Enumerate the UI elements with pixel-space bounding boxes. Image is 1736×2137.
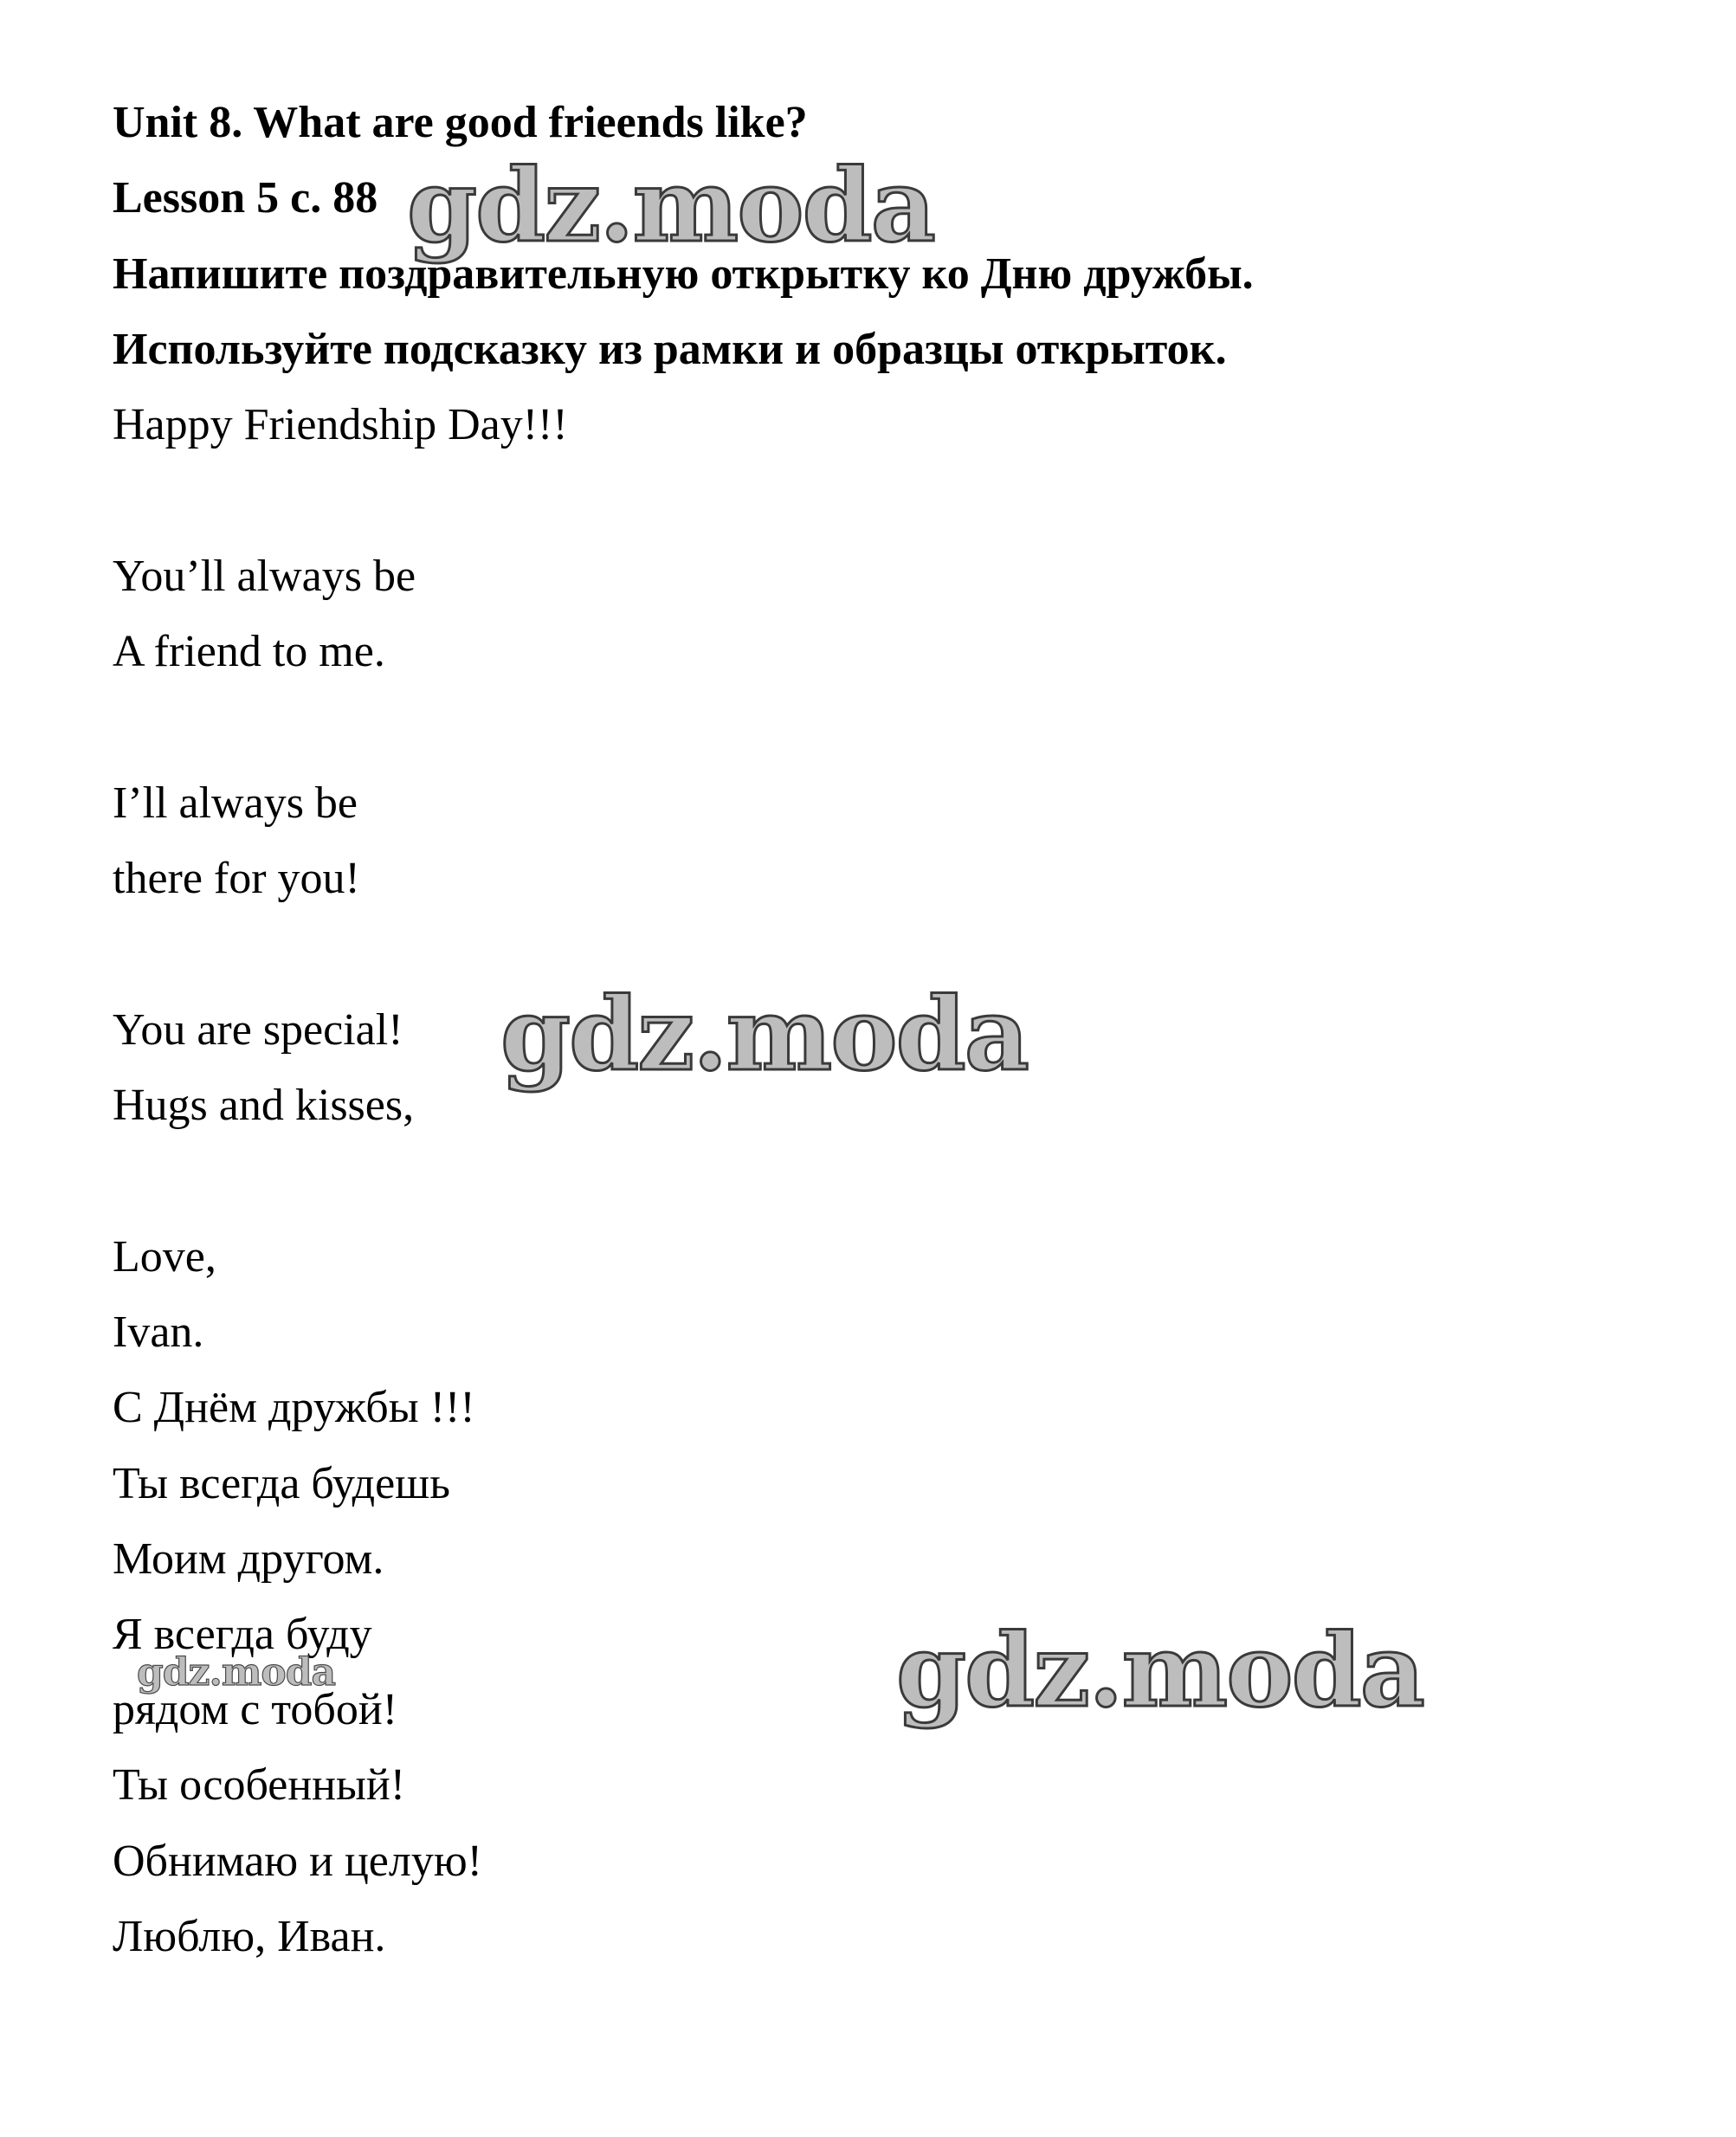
card-line-en: Love, — [113, 1232, 216, 1282]
card-line-ru: Моим другом. — [113, 1534, 384, 1584]
card-greeting-en: Happy Friendship Day!!! — [113, 400, 568, 449]
card-line-ru: Ты всегда будешь — [113, 1459, 450, 1508]
watermark-logo: gdz.moda — [896, 1612, 1423, 1730]
card-line-en: I’ll always be — [113, 778, 358, 828]
lesson-reference: Lesson 5 с. 88 — [113, 173, 378, 223]
task-instruction-line-2: Используйте подсказку из рамки и образцы открыток. — [113, 325, 1227, 374]
card-line-ru: Я всегда буду — [113, 1610, 372, 1659]
card-line-ru: Обнимаю и целую! — [113, 1837, 482, 1886]
task-instruction-line-1: Напишите поздравительную открытку ко Дню дружбы. — [113, 249, 1254, 299]
watermark-logo: gdz.moda — [407, 147, 934, 265]
unit-title: Unit 8. What are good frieends like? — [113, 98, 808, 147]
card-greeting-ru: С Днём дружбы !!! — [113, 1383, 475, 1432]
watermark-logo: gdz.moda — [137, 1650, 336, 1695]
card-line-en: You are special! — [113, 1005, 403, 1055]
card-line-en: You’ll always be — [113, 552, 416, 601]
card-line-ru: рядом с тобой! — [113, 1685, 398, 1734]
watermark-logo: gdz.moda — [500, 976, 1028, 1094]
card-line-en: Hugs and kisses, — [113, 1081, 415, 1130]
card-line-ru: Ты особенный! — [113, 1760, 406, 1810]
card-line-en: A friend to me. — [113, 627, 385, 676]
card-line-en: there for you! — [113, 854, 360, 903]
card-signature-ru: Люблю, Иван. — [113, 1912, 386, 1961]
card-signature-en: Ivan. — [113, 1307, 204, 1357]
